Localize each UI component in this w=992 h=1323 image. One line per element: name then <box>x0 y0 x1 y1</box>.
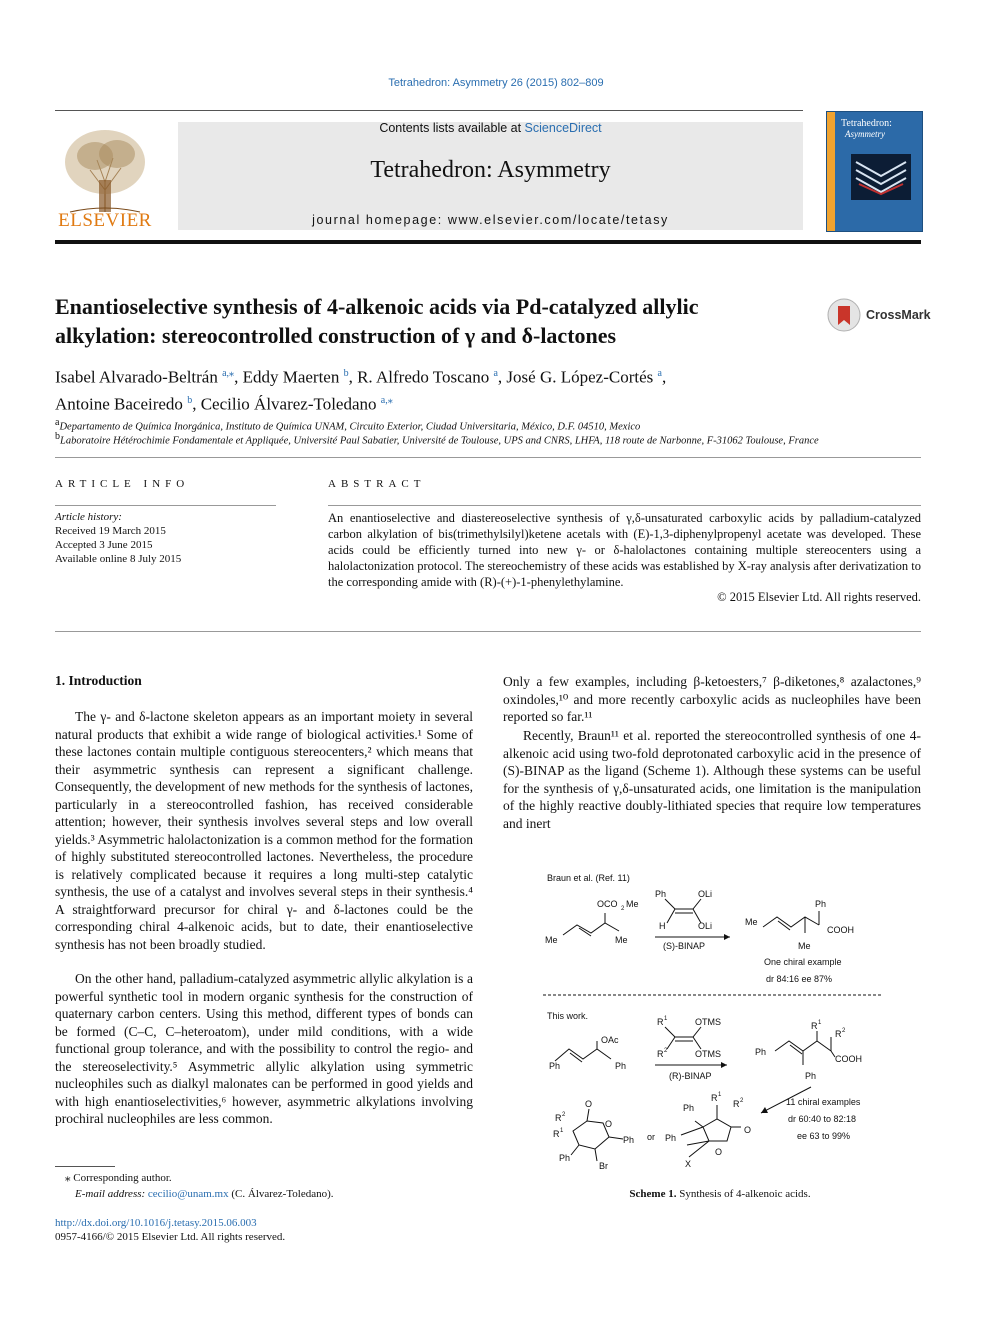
svg-text:R: R <box>835 1029 842 1039</box>
online-date: Available online 8 July 2015 <box>55 553 182 565</box>
svg-text:2: 2 <box>562 1112 566 1118</box>
svg-text:Me: Me <box>745 917 758 927</box>
svg-text:1: 1 <box>718 1092 722 1098</box>
journal-homepage[interactable]: journal homepage: www.elsevier.com/locate/tetasy <box>312 213 669 227</box>
scheme-caption-text: Synthesis of 4-alkenoic acids. <box>676 1188 811 1200</box>
scheme-caption <box>535 1187 905 1201</box>
author-affil[interactable]: a,⁎ <box>222 368 235 379</box>
abstract-text: An enantioselective and diastereoselective synthesis of γ,δ-unsaturated carboxylic acids by palladium-catalyzed carbon alkylation of bis(trimethylsilyl)ketene acetals with (E)-1,3-diphenylpropenyl acetate was developed. These acids could be efficiently turned into new γ- or δ-halolactones containing multiple stereocenters using a halolactonization protocol. The stereochemistry of these acids was established by X-ray analysis after derivatization to the corresponding amide with (R)-(+)-1-phenylethylamine. <box>328 511 921 589</box>
svg-text:O: O <box>744 1125 752 1135</box>
this-work-label: This work. <box>547 1011 589 1021</box>
received-date: Received 19 March 2015 <box>55 525 166 537</box>
article-info-heading: ARTICLE INFO <box>55 478 190 490</box>
svg-text:R: R <box>733 1099 740 1109</box>
cover-subtitle: Asymmetry <box>845 129 885 139</box>
section-heading: 1. Introduction <box>55 673 142 688</box>
author-list <box>55 362 915 415</box>
svg-text:Ph: Ph <box>655 889 667 899</box>
intro-paragraph-2: On the other hand, palladium-catalyzed asymmetric allylic alkylation is a powerful synthetic tool in modern organic synthesis for the construction of quaternary carbon centers. Using this method, different types of bonds can be formed (C–C, C–heteroatom), under mild conditions, with a wide functional group tolerance, and with the possibility to control the regio- and the stereoselectivity.⁵ Asymmetric allylic alkylation using symmetric nucleophiles such as dialkyl malonates can be performed in good yields and with high enantioselectivities,⁶ however, asymmetric alkylations involving prochiral nucleophiles are less common. <box>55 971 473 1126</box>
author-affil[interactable]: b <box>187 394 193 406</box>
svg-text:2: 2 <box>664 1048 668 1054</box>
svg-text:COOH: COOH <box>827 925 854 935</box>
svg-text:O: O <box>605 1119 613 1129</box>
dr1-label: dr 84:16 ee 87% <box>766 974 833 984</box>
author-name: Isabel Alvarado-Beltrán <box>55 367 218 387</box>
affiliation-rule <box>55 457 921 458</box>
intro-paragraph-1: The γ- and δ-lactone skeleton appears as an important moiety in several natural products that exhibit a wide range of biological activities.¹ Some of these lactones contain multiple contiguous stereocenters,² which means that their asymmetric synthesis can represent a significant challenge. Consequently, the development of new methods for the synthesis of lactones, particularly in a stereocontrolled fashion, has received considerable attention; however, their synthesis involves several steps and low overall yields.³ Asymmetric halolactonization is a common method for the formation of highly substituted stereocontrolled lactones. Nevertheless, the procedure is relatively complicated because it requires a long multi-step catalytic synthesis, the use of a catalyst and involves several steps in their synthesis.⁴ A straightforward precursor for chiral γ- and δ-lactones could be the corresponding chiral 4-alkenoic acids, but to date, their enantioselective synthesis has not been broadly studied. <box>55 709 473 952</box>
svg-text:Ph: Ph <box>805 1071 817 1081</box>
accepted-date: Accepted 3 June 2015 <box>55 539 153 551</box>
affiliation-b: $^b$Laboratoire Hétérochimie Fondamentale et Appliquée, Université Paul Sabatier, Université de Toulouse, UPS and CNRS, LHFA, 118 route de Narbonne, F-31062 Toulouse, France <box>55 431 819 447</box>
svg-text:or: or <box>647 1132 656 1142</box>
svg-text:COOH: COOH <box>835 1054 862 1064</box>
journal-citation[interactable]: Tetrahedron: Asymmetry 26 (2015) 802–809 <box>388 77 604 89</box>
email-line: E-mail address: cecilio@unam.mx (C. Álvarez-Toledano). <box>75 1188 334 1200</box>
copyright: © 2015 Elsevier Ltd. All rights reserved. <box>717 590 921 604</box>
author-affil[interactable]: a,⁎ <box>380 394 393 406</box>
svg-text:Me: Me <box>626 899 639 909</box>
dr2-label: dr 60:40 to 82:18 <box>788 1114 857 1124</box>
crossmark-label: CrossMark <box>866 308 931 322</box>
footnote <box>55 1171 473 1201</box>
scheme-1 <box>535 865 905 1175</box>
journal-cover <box>826 111 923 232</box>
elsevier-logo <box>55 120 155 230</box>
corresponding-author: ⁎ Corresponding author. <box>65 1172 172 1184</box>
svg-text:Ph: Ph <box>665 1133 677 1143</box>
svg-text:O: O <box>585 1099 593 1109</box>
svg-text:OTMS: OTMS <box>695 1049 721 1059</box>
svg-text:1: 1 <box>664 1016 668 1022</box>
ketene-acetal-structure <box>665 1027 701 1049</box>
svg-text:R: R <box>555 1113 562 1123</box>
author-name: Cecilio Álvarez-Toledano <box>200 394 377 414</box>
svg-text:O: O <box>715 1147 723 1157</box>
braun-reactant-structure <box>563 913 619 936</box>
contents-line <box>178 121 803 135</box>
svg-text:Me: Me <box>545 935 558 945</box>
svg-text:OTMS: OTMS <box>695 1017 721 1027</box>
svg-text:R: R <box>657 1017 664 1027</box>
affiliation-a: $^a$Departamento de Química Inorgánica, Instituto de Química UNAM, Circuito Exterior, Ciudad Universitaria, México, D.F. 04510, Mexico <box>55 417 641 433</box>
footnote-rule <box>55 1166 115 1167</box>
svg-text:Ph: Ph <box>755 1047 767 1057</box>
svg-text:Me: Me <box>615 935 628 945</box>
svg-text:R: R <box>711 1093 718 1103</box>
svg-text:Ph: Ph <box>683 1103 695 1113</box>
abstract-rule <box>328 505 921 506</box>
s-binap-label: (S)-BINAP <box>663 941 706 951</box>
svg-text:Ph: Ph <box>549 1061 561 1071</box>
alkenoic-acid-structure <box>775 1031 835 1065</box>
article-info-rule <box>55 505 276 506</box>
authors-line-2: Antoine Baceiredo $^b$, Cecilio Álvarez-Toledano $^{a,⁎}$ <box>55 394 393 414</box>
header-rule <box>55 110 803 111</box>
svg-text:2: 2 <box>740 1098 744 1104</box>
svg-text:R: R <box>811 1021 818 1031</box>
svg-text:2: 2 <box>621 906 625 912</box>
header-thick-rule <box>55 240 921 244</box>
article-history <box>55 510 276 566</box>
svg-text:1: 1 <box>560 1128 564 1134</box>
intro-paragraph-4: Recently, Braun¹¹ et al. reported the stereocontrolled synthesis of one 4-alkenoic acid using two-fold deprotonated carboxylic acid in the presence of (S)-BINAP as the ligand (Scheme 1). Although these systems can be useful for the synthesis of γ,δ-unsaturated acids, one limitation is the manipulation of the highly reactive doubly-lithiated species that require low temperatures and inert <box>503 728 921 831</box>
svg-text:Ph: Ph <box>559 1153 571 1163</box>
authors-line-1: Isabel Alvarado-Beltrán $^{a,⁎}$, Eddy Maerten $^b$, R. Alfredo Toscano $^a$, José G. López-Cortés $^a$, <box>55 367 667 387</box>
author-name: Eddy Maerten <box>242 367 340 387</box>
doi-block <box>55 1216 473 1244</box>
author-affil[interactable]: a <box>493 368 498 379</box>
svg-text:OLi: OLi <box>698 889 713 899</box>
delta-lactone-structure <box>571 1109 623 1161</box>
svg-text:Br: Br <box>599 1161 608 1171</box>
svg-text:H: H <box>659 921 666 931</box>
ee2-label: ee 63 to 99% <box>797 1131 851 1141</box>
article-title: Enantioselective synthesis of 4-alkenoic acids via Pd-catalyzed allylic alkylation: stereocontrolled construction of γ and δ-lactones <box>55 294 699 348</box>
svg-text:R: R <box>553 1129 560 1139</box>
body-rule <box>55 631 921 632</box>
svg-text:Ph: Ph <box>615 1061 627 1071</box>
email-link[interactable]: cecilio@unam.mx <box>147 1188 229 1200</box>
intro-paragraph-3: Only a few examples, including β-ketoesters,⁷ β-diketones,⁸ azalactones,⁹ oxindoles,¹⁰ and more recently carboxylic acids as nucleophiles have been reported so far.¹¹ <box>503 674 921 724</box>
svg-text:OCO: OCO <box>597 899 618 909</box>
journal-name: Tetrahedron: Asymmetry <box>370 157 611 183</box>
publisher-name: ELSEVIER <box>58 210 152 231</box>
cover-image <box>851 154 911 200</box>
braun-product-structure <box>763 911 819 933</box>
braun-dianion-structure <box>665 899 701 923</box>
svg-text:1: 1 <box>818 1020 822 1026</box>
svg-text:Ph: Ph <box>815 899 827 909</box>
history-label: Article history: <box>55 511 122 523</box>
author-affil[interactable]: b <box>343 368 349 379</box>
svg-text:Me: Me <box>798 941 811 951</box>
cover-title: Tetrahedron: <box>841 118 892 129</box>
author-name: José G. López-Cortés <box>506 367 654 387</box>
svg-text:OLi: OLi <box>698 921 713 931</box>
svg-text:OAc: OAc <box>601 1035 619 1045</box>
scheme-caption-label: Scheme 1. <box>629 1188 677 1200</box>
doi-link[interactable]: http://dx.doi.org/10.1016/j.tetasy.2015.06.003 <box>55 1217 257 1229</box>
issn-line: 0957-4166/© 2015 Elsevier Ltd. All rights reserved. <box>55 1231 286 1243</box>
sciencedirect-link[interactable]: ScienceDirect <box>524 121 602 135</box>
svg-text:2: 2 <box>842 1028 846 1034</box>
contents-prefix: Contents lists available at <box>379 121 525 135</box>
abstract-heading: ABSTRACT <box>328 478 426 490</box>
crossmark-icon <box>826 297 862 333</box>
author-affil[interactable]: a <box>657 368 662 379</box>
crossmark-button[interactable] <box>826 297 931 333</box>
eleven-examples-label: 11 chiral examples <box>786 1097 861 1107</box>
scheme-braun-label: Braun et al. (Ref. 11) <box>547 873 630 883</box>
svg-text:Ph: Ph <box>623 1135 635 1145</box>
svg-text:X: X <box>685 1159 692 1169</box>
r-binap-label: (R)-BINAP <box>669 1071 712 1081</box>
svg-text:R: R <box>657 1049 664 1059</box>
author-name: Antoine Baceiredo <box>55 394 183 414</box>
author-name: R. Alfredo Toscano <box>357 367 490 387</box>
cover-graphic-icon <box>851 154 911 200</box>
one-example-label: One chiral example <box>764 957 842 967</box>
cover-stripe <box>827 112 835 231</box>
